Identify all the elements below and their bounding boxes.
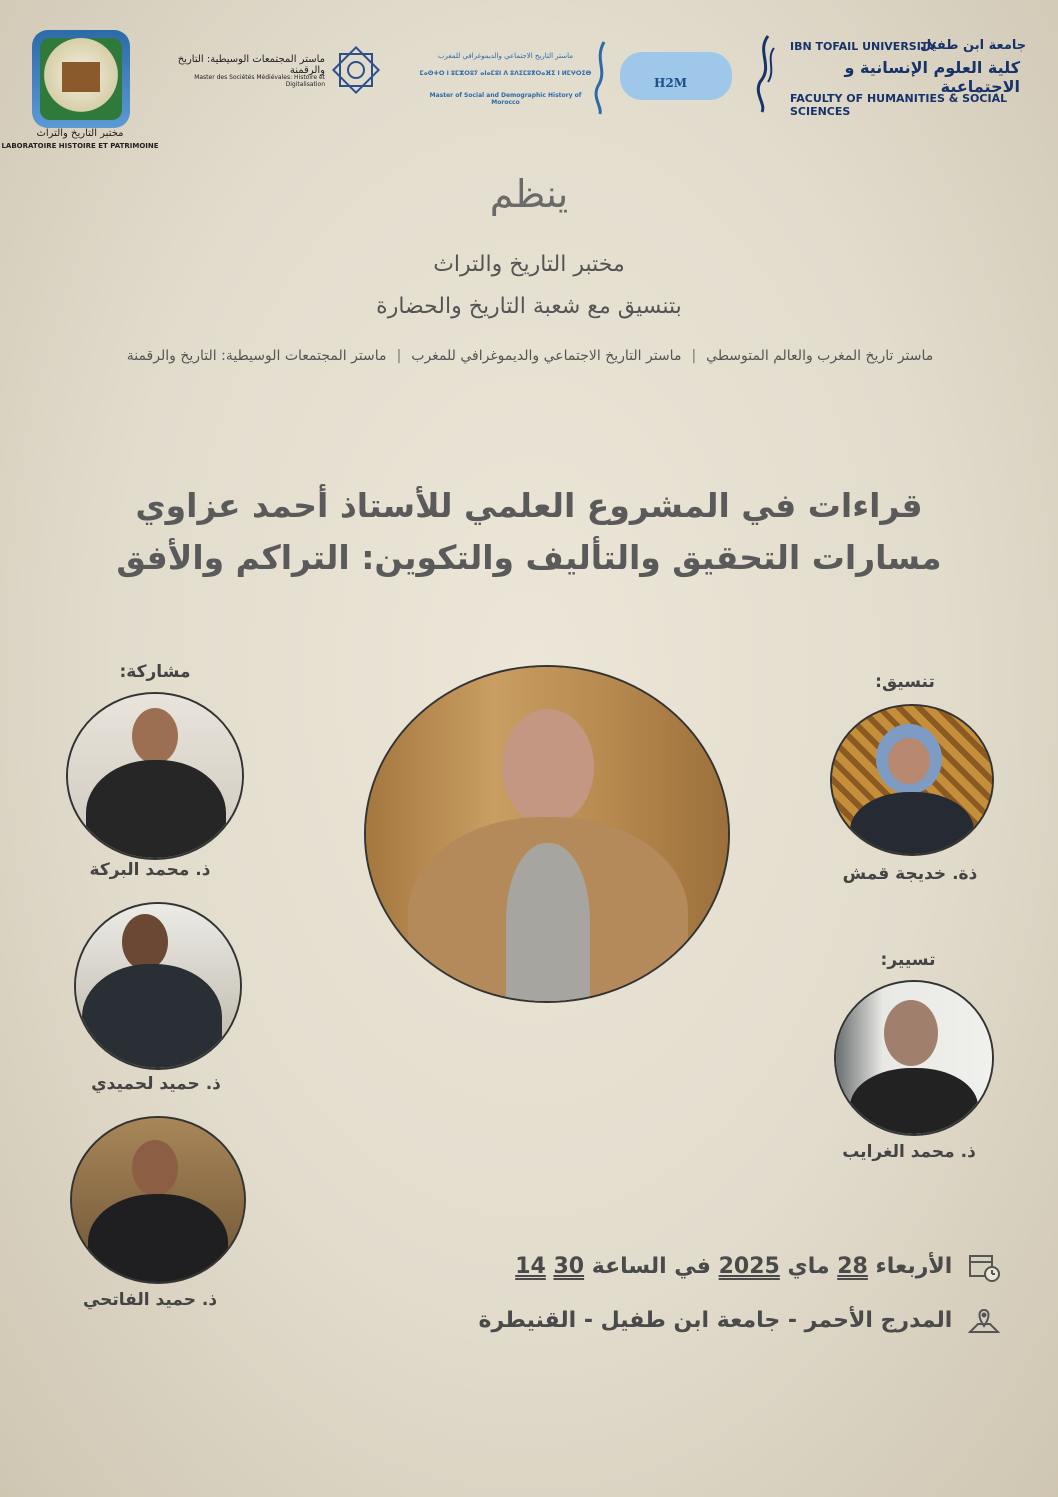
- event-year: 2025: [718, 1254, 780, 1279]
- participant-photo-1: [66, 692, 244, 860]
- university-name-ar: جامعة ابن طفيل: [920, 38, 1027, 53]
- event-date-day: 28: [837, 1254, 868, 1279]
- organizes-heading: ينظم: [489, 172, 569, 216]
- event-place: [420, 1306, 1000, 1336]
- event-hour: 14: [515, 1254, 546, 1279]
- event-date-time: [440, 1252, 1000, 1282]
- event-at-time: في الساعة: [591, 1254, 711, 1279]
- masters-list: [55, 348, 1005, 364]
- master-medieval-name-fr: Master des Sociétés Médiévales: Histoire et Digitalisation: [194, 74, 325, 88]
- master-item: ماستر تاريخ المغرب والعالم المتوسطي: [706, 348, 934, 364]
- coordinator-photo: [830, 704, 994, 856]
- h2m-logo: [620, 52, 732, 100]
- participant-photo-2: [74, 902, 242, 1070]
- castle-icon: [62, 62, 100, 92]
- master-h2m-name-berber: ⵎⴰⵙⵜⵔ ⵏ ⵓⵎⵣⵔⵓⵢ ⴰⵏⴰⵎⵓⵏ ⴷ ⵓⴷⵉⵎⵓⴳⵔⴰⴼⵉ ⵏ ⵍⵎⵖⵔⵉⴱ: [419, 70, 592, 77]
- h2m-logo-label: H2M: [654, 76, 687, 90]
- coordination-label: تنسيق:: [875, 672, 935, 692]
- master-h2m-name-ar: ماستر التاريخ الاجتماعي والديموغرافي للمغرب: [437, 52, 574, 60]
- moderator-photo: [834, 980, 994, 1136]
- faculty-name-ar: كلية العلوم الإنسانية و الاجتماعية: [844, 58, 1020, 96]
- calendar-clock-icon: [968, 1252, 1000, 1282]
- event-month: ماي: [787, 1254, 830, 1279]
- rosette-logo-icon: [330, 44, 382, 96]
- coordination-line: بتنسيق مع شعبة التاريخ والحضارة: [376, 294, 682, 319]
- participation-label: مشاركة:: [119, 662, 191, 682]
- swirl-logo-icon: [592, 40, 610, 116]
- participant-photo-3: [70, 1116, 246, 1284]
- coordinator-name: ذة. خديجة قمش: [842, 864, 978, 884]
- event-place-text: المدرج الأحمر - جامعة ابن طفيل - القنيطرة: [478, 1308, 953, 1333]
- master-item: ماستر المجتمعات الوسيطية: التاريخ والرقمنة: [126, 348, 387, 364]
- master-h2m-name-en: Master of Social and Demographic History of Morocco: [429, 92, 582, 106]
- participant-name-3: ذ. حميد الفاتحي: [82, 1290, 218, 1310]
- master-medieval-name-ar: ماستر المجتمعات الوسيطية: التاريخ والرقمنة: [177, 54, 325, 76]
- separator: |: [396, 348, 402, 364]
- map-pin-icon: [968, 1306, 1000, 1336]
- organizer-lab: مختبر التاريخ والتراث: [433, 252, 625, 277]
- event-title-line-1: قراءات في المشروع العلمي للأستاذ أحمد عزاوي: [135, 486, 923, 525]
- university-swirl-icon: [752, 34, 778, 114]
- separator: |: [691, 348, 697, 364]
- lab-name-ar: مختبر التاريخ والتراث: [36, 128, 124, 139]
- moderation-label: تسيير:: [880, 950, 936, 970]
- participant-name-2: ذ. حميد لحميدي: [91, 1074, 221, 1094]
- lab-name-fr: LABORATOIRE HISTOIRE ET PATRIMOINE: [1, 142, 159, 150]
- university-name-en: IBN TOFAIL UNIVERSITY: [790, 40, 937, 53]
- moderator-name: ذ. محمد الغرايب: [842, 1142, 976, 1162]
- faculty-name-en: FACULTY OF HUMANITIES & SOCIAL SCIENCES: [790, 92, 1008, 118]
- master-item: ماستر التاريخ الاجتماعي والديموغرافي للمغرب: [411, 348, 682, 364]
- event-title-line-2: مسارات التحقيق والتأليف والتكوين: التراكم والأفق: [116, 538, 942, 577]
- event-day: الأربعاء: [875, 1254, 953, 1279]
- honoree-photo: [364, 665, 730, 1003]
- lab-logo: [32, 30, 130, 128]
- event-minutes: 30: [553, 1254, 585, 1279]
- participant-name-1: ذ. محمد البركة: [89, 860, 211, 880]
